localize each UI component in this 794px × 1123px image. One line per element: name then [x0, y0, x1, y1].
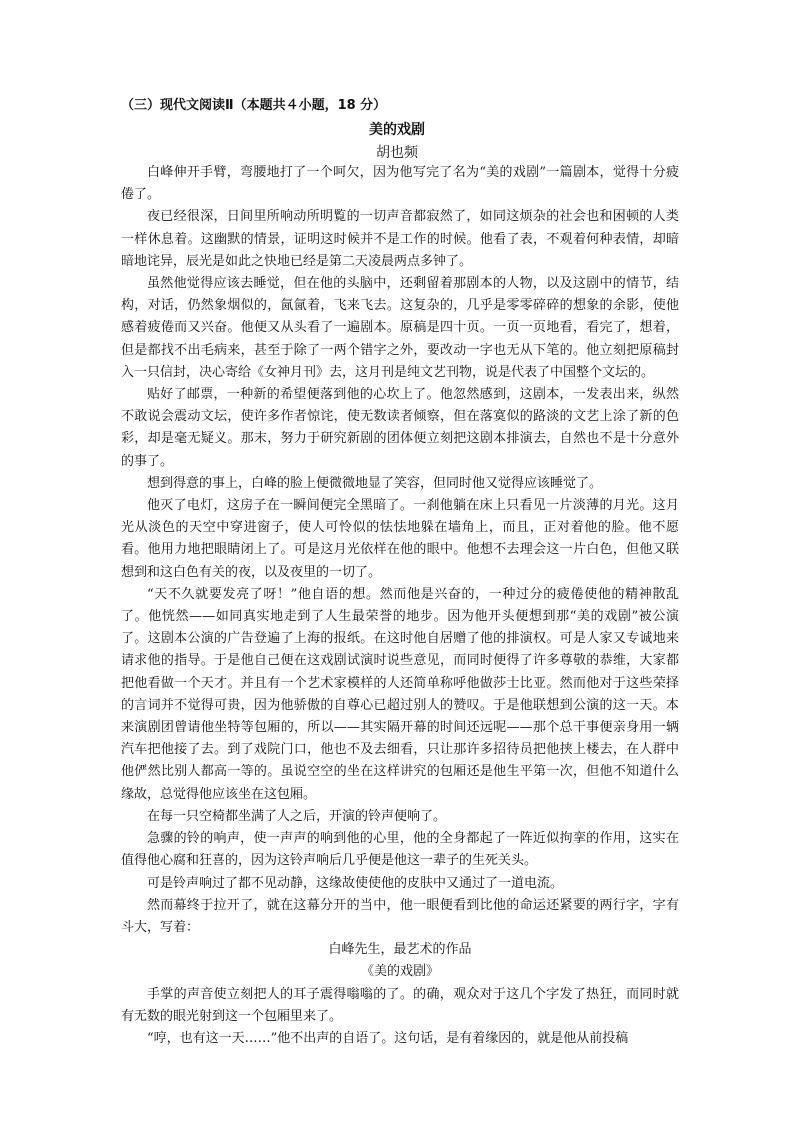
banner-line: 白峰先生，最艺术的作品 [328, 942, 472, 958]
section-heading: （三）现代文阅读Ⅱ（本题共４小题，18 分） [121, 98, 387, 113]
article-title: 美的戏剧 [369, 122, 425, 138]
paragraph: “哼，也有这一天……”他不出声的自语了。这句话，是有着缘因的，就是他从前投稿 [147, 1030, 629, 1046]
paragraph: 手掌的声音使立刻把人的耳子震得嗡嗡的了。的确，观众对于这几个字发了热狂，而同时就有无数的眼光射到这一个包厢里来了。 [121, 986, 679, 1024]
paragraph: 白峰伸开手臂，弯腰地打了一个呵欠，因为他写完了名为“美的戏剧”一篇剧本，觉得十分疲倦了。 [121, 165, 679, 203]
paragraph: 可是铃声响过了都不见动静，这缘故使使他的皮肤中又通过了一道电流。 [147, 875, 564, 891]
paragraph: 贴好了邮票，一种新的希望便落到他的心坎上了。他忽然感到，这剧本，一发表出来，纵然不敢说会震动文坛，使许多作者惊诧，使无数读者倾察，但在落寞似的路淡的文艺上涂了新的色彩，却是毫无疑义。那末，努力于研究新剧的团体便立刻把这剧本排演去，自然也不是十分意外的事了。 [121, 387, 679, 469]
paragraph: “天不久就要发亮了呀！”他自语的想。然而他是兴奋的，一种过分的疲倦使他的精神散乱了。他恍然——如同真实地走到了人生最荣誉的地步。因为他开头便想到那“美的戏剧”被公演了。这剧本公演的广告登遍了上海的报纸。在这时他自居赠了他的排演权。可是人家又专诚地来请求他的指导。于是他自己便在这戏剧试演时说些意见，而同时便得了许多尊敬的恭维，大家都把他看做一个天才。并且有一个艺术家模样的人还简单称呼他做莎士比亚。然而他对于这些荣择的言词并不觉得可贵，因为他骄傲的自尊心已超过别人的赞叹。于是他联想到公演的这一天。本来演剧团曾请他坐特等包厢的，所以——其实隔开幕的时间还远呢——那个总干事便亲身用一辆汽车把他接了去。到了戏院门口，他也不及去细看，只让那许多招待员把他挟上楼去，在人群中他俨然比别人都高一等的。虽说空空的坐在这样讲究的包厢还是他生平第一次，但他不知道什么缘故，总觉得他应该坐在这包厢。 [121, 586, 679, 802]
paragraph: 急骤的铃的响声，使一声声的响到他的心里，他的全身都起了一阵近似拘挛的作用，这实在值得他心腐和狂喜的，因为这铃声响后几乎便是他这一辈子的生死关头。 [121, 831, 679, 869]
article-author: 胡也频 [376, 145, 418, 161]
article-body [121, 162, 679, 1050]
paragraph: 虽然他觉得应该去睡觉，但在他的头脑中，还剩留着那剧本的人物，以及这剧中的情节，结构，对话，仍然象烟似的，氤氤着，飞来飞去。这复杂的，几乎是零零碎碎的想象的余影，使他感着疲倦而又兴奋。他便又从头看了一遍剧本。原稿是四十页。一页一页地看，看完了，想着，但是都找不出毛病来，甚至于除了一两个错字之外，要改动一字也无从下笔的。他立刻把原稿封入一只信封，决心寄给《女神月刊》去，这月刊是纯文艺刊物，说是代表了中国整个文坛的。 [121, 276, 679, 380]
paragraph: 他灭了电灯，这房子在一瞬间便完全黑暗了。一刹他躺在床上只看见一片淡薄的月光。这月光从淡色的天空中穿进窗子，使人可怜似的怯怯地躲在墙角上，而且，正对着他的脸。他不愿看。他用力地把眼睛闭上了。可是这月光依样在他的眼中。他想不去理会这一片白色，但他又联想到和这白色有关的夜，以及夜里的一切了。 [121, 498, 679, 580]
paragraph: 夜已经很深，日间里所响动所明覧的一切声音都寂然了，如同这烦杂的社会也和困顿的人类一样休息着。这幽默的情景，证明这时候并不是工作的时候。他看了表，不观着何种表情，却暗暗地诧异，辰光是如此之快地已经是第二天凌晨两点多钟了。 [121, 209, 679, 269]
paragraph: 然而幕终于拉开了，就在这幕分开的当中，他一眼便看到比他的命运还紧要的两行字，字有斗大，写着： [121, 897, 679, 935]
banner-title: 《美的戏剧》 [360, 964, 439, 980]
paragraph: 在每一只空椅都坐满了人之后，开演的铃声便响了。 [147, 808, 447, 824]
paragraph: 想到得意的事上，白峰的脸上便微微地显了笑容，但同时他又觉得应该睡觉了。 [147, 475, 603, 491]
